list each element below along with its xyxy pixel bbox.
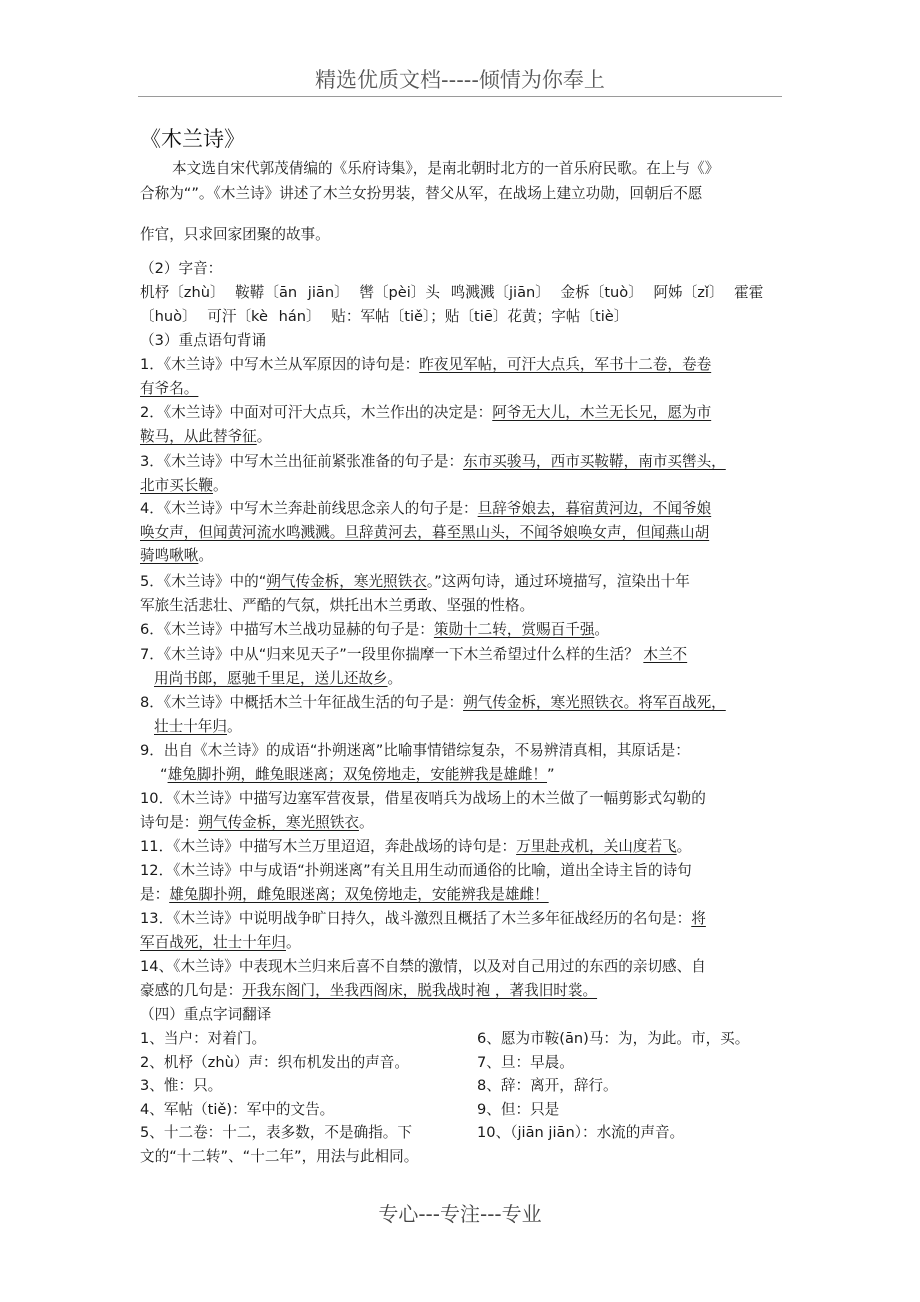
question-8-answer: 朔气传金柝，寒光照铁衣。将军百战死，: [463, 694, 726, 711]
question-11-answer: 万里赴戎机，关山度若飞: [516, 838, 677, 855]
question-5-answer: 朔气传金柝，寒光照铁衣: [266, 573, 427, 590]
question-11: [140, 835, 788, 859]
question-3-answer-cont: 北市买长鞭: [140, 476, 213, 494]
question-6: [140, 618, 788, 642]
question-11-prompt: 11．《木兰诗》中描写木兰万里迢迢，奔赴战场的诗句是：: [140, 838, 517, 855]
question-9-close-quote: ”: [547, 765, 555, 783]
header-divider: [138, 96, 782, 97]
question-4-answer: 旦辞爷娘去，暮宿黄河边，不闻爷娘: [477, 500, 712, 517]
vocab-item: 6、愿为市鞍(ān)马：为，为此。市，买。: [477, 1030, 750, 1047]
vocab-item: 1、当户：对着门。: [140, 1030, 267, 1047]
question-4-answer-end: 骑鸣啾啾: [140, 547, 199, 564]
question-7-prompt: 7．《木兰诗》中从“归来见天子”一段里你揣摩一下木兰希望过什么样的生活？: [140, 646, 639, 663]
question-9-open-quote: “: [160, 765, 168, 783]
question-4: [140, 497, 788, 568]
question-9-answer: 雄兔脚扑朔，雌兔眼迷离；双兔傍地走，安能辨我是雄雌！: [167, 765, 548, 783]
pronunciation-heading: （2）字音：: [140, 260, 223, 277]
question-3-answer: 东市买骏马，西市买鞍鞯，南市买辔头，: [463, 453, 726, 470]
question-12-answer: 雄兔脚扑朔，雌兔眼迷离；双兔傍地走，安能辨我是雄雌！: [169, 885, 549, 903]
pronunciation-line-2: 〔huò〕 可汗〔kè hán〕 贴：军帖〔tiě〕；贴〔tiē〕花黄；字帖〔tiè〕: [140, 308, 629, 325]
question-7-answer: 木兰不: [643, 646, 688, 663]
question-13-end: 。: [285, 933, 301, 951]
vocab-item: 7、旦：早晨。: [477, 1053, 574, 1071]
vocab-left-column: [140, 1027, 460, 1168]
question-5-prompt: 5．《木兰诗》中的“: [140, 573, 267, 590]
question-2-answer-cont: 鞍马，从此替爷征: [140, 427, 257, 445]
question-8: [140, 691, 788, 738]
question-8-answer-cont: 壮士十年归: [154, 717, 227, 735]
question-1-answer: 昨夜见军帖，可汗大点兵，军书十二卷，卷卷: [419, 356, 712, 373]
vocab-right-column: [477, 1027, 797, 1145]
vocab-item: 2、机杼（zhù）声：织布机发出的声音。: [140, 1053, 409, 1071]
vocab-item: 10、（jiān jiān）：水流的声音。: [477, 1124, 685, 1141]
vocab-item: 9、但：只是: [477, 1100, 560, 1118]
question-14-prompt: 14、《木兰诗》中表现木兰归来后喜不自禁的激情，以及对自己用过的东西的亲切感、自: [140, 958, 706, 975]
question-7-end: 。: [387, 669, 403, 687]
question-2: [140, 401, 788, 448]
page-footer: 专心---专注---专业: [378, 1202, 542, 1226]
question-8-end: 。: [226, 717, 242, 735]
question-13: [140, 907, 788, 954]
vocab-item: 5、十二卷：十二，表多数，不是确指。下: [140, 1124, 412, 1141]
question-3-prompt: 3．《木兰诗》中写木兰出征前紧张准备的句子是：: [140, 453, 464, 470]
question-7-answer-cont: 用尚书郎，愿驰千里足，送儿还故乡: [154, 669, 388, 687]
question-1-answer-cont: 有爷名。: [140, 379, 199, 397]
question-13-answer: 将: [691, 910, 706, 927]
question-10-end: 。: [358, 813, 374, 831]
key-sentences-heading: （3）重点语句背诵: [140, 332, 267, 349]
question-9: [140, 739, 788, 786]
question-4-answer-cont: 唤女声，但闻黄河流水鸣溅溅。旦辞黄河去，暮至黑山头，不闻爷娘唤女声，但闻燕山胡: [140, 523, 710, 541]
question-1-prompt: 1．《木兰诗》中写木兰从军原因的诗句是：: [140, 356, 420, 373]
question-8-prompt: 8．《木兰诗》中概括木兰十年征战生活的句子是：: [140, 694, 464, 711]
vocab-item: 3、惟：只。: [140, 1077, 223, 1094]
vocab-item: 文的“十二转”、“十二年”，用法与此相同。: [140, 1147, 419, 1165]
question-2-answer: 阿爷无大儿，木兰无长兄，愿为市: [492, 404, 712, 421]
question-2-prompt: 2．《木兰诗》中面对可汗大点兵，木兰作出的决定是：: [140, 404, 493, 421]
question-6-prompt: 6．《木兰诗》中描写木兰战功显赫的句子是：: [140, 621, 434, 638]
vocab-item: 4、军帖（tiě)：军中的文告。: [140, 1100, 335, 1118]
document-title: 《木兰诗》: [140, 127, 245, 151]
intro-line-2: 合称为“”。《木兰诗》讲述了木兰女扮男装，替父从军，在战场上建立功勋，回朝后不愿: [140, 185, 703, 202]
question-5: [140, 570, 788, 617]
question-12-prompt: 12．《木兰诗》中与成语“扑朔迷离”有关且用生动而通俗的比喻，道出全诗主旨的诗句: [140, 862, 692, 879]
question-10: [140, 787, 788, 834]
page-header: 精选优质文档-----倾情为你奉上: [315, 68, 605, 92]
question-5-cont: 军旅生活悲壮、严酷的气氛，烘托出木兰勇敢、坚强的性格。: [140, 596, 535, 614]
question-9-prompt: 9．出自《木兰诗》的成语“扑朔迷离”比喻事情错综复杂，不易辨清真相，其原话是：: [140, 742, 690, 759]
question-14: [140, 955, 788, 1002]
question-12: [140, 859, 788, 906]
question-6-end: 。: [594, 621, 610, 638]
vocab-item: 8、辞：离开，辞行。: [477, 1077, 618, 1094]
intro-line-1: 本文选自宋代郭茂倩编的《乐府诗集》，是南北朝时北方的一首乐府民歌。在上与《》: [172, 160, 720, 177]
question-4-prompt: 4．《木兰诗》中写木兰奔赴前线思念亲人的句子是：: [140, 500, 478, 517]
question-12-cont: 是：: [140, 885, 170, 903]
question-3: [140, 450, 788, 497]
question-13-prompt: 13．《木兰诗》中说明战争旷日持久，战斗激烈且概括了木兰多年征战经历的名句是：: [140, 910, 692, 927]
vocab-heading: （四）重点字词翻译: [140, 1006, 272, 1023]
question-11-end: 。: [676, 838, 692, 855]
question-7: [140, 643, 788, 690]
question-10-answer: 朔气传金柝，寒光照铁衣: [198, 813, 359, 831]
question-4-end: 。: [198, 547, 213, 564]
question-3-end: 。: [212, 476, 228, 494]
question-6-answer: 策勋十二转，赏赐百千强: [433, 621, 595, 638]
question-10-cont: 诗句是：: [140, 813, 199, 831]
question-14-cont: 豪感的几句是：: [140, 981, 243, 999]
question-2-end: 。: [256, 427, 272, 445]
question-10-prompt: 10．《木兰诗》中描写边塞军营夜景，借星夜哨兵为战场上的木兰做了一幅剪影式勾勒的: [140, 790, 706, 807]
question-5-tail: 。”这两句诗，通过环境描写，渲染出十年: [426, 573, 690, 590]
question-14-answer: 开我东阁门，坐我西阁床，脱我战时袍 ，著我旧时裳。: [242, 981, 598, 999]
question-1: [140, 353, 788, 400]
pronunciation-line-1: 机杼〔zhù〕 鞍鞯〔ān jiān〕 辔〔pèi〕头 鸣溅溅〔jiān〕 金柝〔tuò〕 阿姊〔zǐ〕 霍霍: [140, 284, 764, 301]
intro-line-3: 作官，只求回家团聚的故事。: [140, 226, 330, 243]
question-13-answer-cont: 军百战死，壮士十年归: [140, 933, 286, 951]
